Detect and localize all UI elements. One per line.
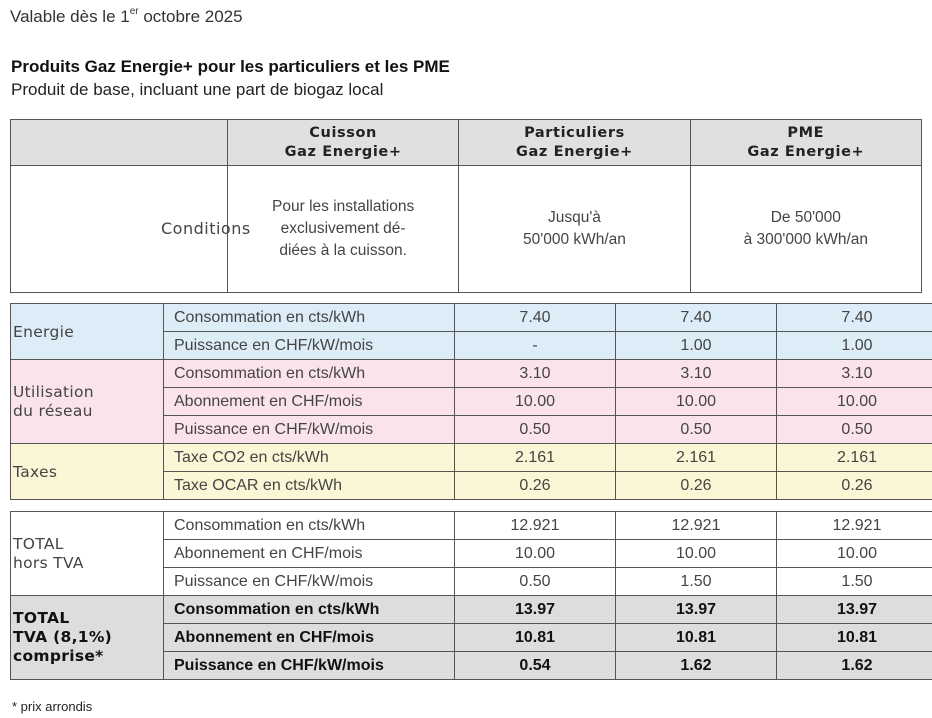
row-label: Puissance en CHF/kW/mois xyxy=(164,568,455,596)
cell-value: - xyxy=(455,332,616,360)
cell-value: 1.62 xyxy=(616,652,777,680)
header-blank-cell xyxy=(11,120,228,166)
cell-value: 1.50 xyxy=(777,568,932,596)
cell-value: 10.81 xyxy=(616,624,777,652)
cell-value: 0.50 xyxy=(455,416,616,444)
cell-value: 10.00 xyxy=(616,540,777,568)
condition-cuisson: Pour les installations exclusivement dé- diées à la cuisson. xyxy=(227,166,458,293)
cell-value: 10.00 xyxy=(455,540,616,568)
cell-value: 0.54 xyxy=(455,652,616,680)
cell-value: 3.10 xyxy=(777,360,932,388)
cell-value: 10.00 xyxy=(777,388,932,416)
cell-value: 1.50 xyxy=(616,568,777,596)
group-label-energie: Energie xyxy=(11,304,164,360)
cell-value: 1.00 xyxy=(777,332,932,360)
condition-particuliers: Jusqu'à 50'000 kWh/an xyxy=(459,166,690,293)
table-row xyxy=(11,512,932,540)
cell-value: 10.00 xyxy=(455,388,616,416)
totals-table xyxy=(10,511,932,680)
col-header-pme: PME Gaz Energie+ xyxy=(690,120,921,166)
table-row xyxy=(11,304,932,332)
cell-value: 1.62 xyxy=(777,652,932,680)
cell-value: 2.161 xyxy=(455,444,616,472)
cell-value: 10.00 xyxy=(616,388,777,416)
table-row xyxy=(11,444,932,472)
row-label: Puissance en CHF/kW/mois xyxy=(164,652,455,680)
cell-value: 0.50 xyxy=(777,416,932,444)
cell-value: 10.81 xyxy=(455,624,616,652)
row-label: Puissance en CHF/kW/mois xyxy=(164,416,455,444)
cell-value: 10.81 xyxy=(777,624,932,652)
row-label: Abonnement en CHF/mois xyxy=(164,540,455,568)
page-subtitle: Produit de base, incluant une part de biogaz local xyxy=(11,80,384,99)
footnote: * prix arrondis xyxy=(12,699,93,714)
group-label-total-ht: TOTAL hors TVA xyxy=(11,512,164,596)
cell-value: 2.161 xyxy=(616,444,777,472)
cell-value: 0.26 xyxy=(616,472,777,500)
row-label: Abonnement en CHF/mois xyxy=(164,624,455,652)
group-label-reseau: Utilisation du réseau xyxy=(11,360,164,444)
row-label: Taxe CO2 en cts/kWh xyxy=(164,444,455,472)
col-header-cuisson: Cuisson Gaz Energie+ xyxy=(227,120,458,166)
row-label: Consommation en cts/kWh xyxy=(164,304,455,332)
cell-value: 0.50 xyxy=(455,568,616,596)
cell-value: 12.921 xyxy=(455,512,616,540)
cell-value: 3.10 xyxy=(455,360,616,388)
cell-value: 0.26 xyxy=(777,472,932,500)
cell-value: 0.50 xyxy=(616,416,777,444)
row-label: Taxe OCAR en cts/kWh xyxy=(164,472,455,500)
cell-value: 1.00 xyxy=(616,332,777,360)
cell-value: 0.26 xyxy=(455,472,616,500)
table-row xyxy=(11,360,932,388)
condition-pme: De 50'000 à 300'000 kWh/an xyxy=(690,166,921,293)
cell-value: 13.97 xyxy=(455,596,616,624)
cell-value: 12.921 xyxy=(777,512,932,540)
cell-value: 3.10 xyxy=(616,360,777,388)
page-title: Produits Gaz Energie+ pour les particuliers et les PME xyxy=(11,57,450,76)
row-label: Consommation en cts/kWh xyxy=(164,360,455,388)
row-label: Consommation en cts/kWh xyxy=(164,596,455,624)
conditions-cell xyxy=(11,166,251,293)
row-label: Abonnement en CHF/mois xyxy=(164,388,455,416)
cell-value: 12.921 xyxy=(616,512,777,540)
group-label-taxes: Taxes xyxy=(11,444,164,500)
cell-value: 13.97 xyxy=(616,596,777,624)
cell-value: 7.40 xyxy=(777,304,932,332)
cell-value: 13.97 xyxy=(777,596,932,624)
conditions-label: Conditions xyxy=(161,219,251,238)
row-label: Consommation en cts/kWh xyxy=(164,512,455,540)
header-table xyxy=(10,119,922,293)
cell-value: 10.00 xyxy=(777,540,932,568)
group-label-total-ttc: TOTAL TVA (8,1%) comprise* xyxy=(11,596,164,680)
table-row xyxy=(11,596,932,624)
cell-value: 7.40 xyxy=(455,304,616,332)
validity-date: Valable dès le 1er octobre 2025 xyxy=(10,6,243,26)
col-header-particuliers: Particuliers Gaz Energie+ xyxy=(459,120,690,166)
cell-value: 7.40 xyxy=(616,304,777,332)
row-label: Puissance en CHF/kW/mois xyxy=(164,332,455,360)
cell-value: 2.161 xyxy=(777,444,932,472)
components-table xyxy=(10,303,932,500)
